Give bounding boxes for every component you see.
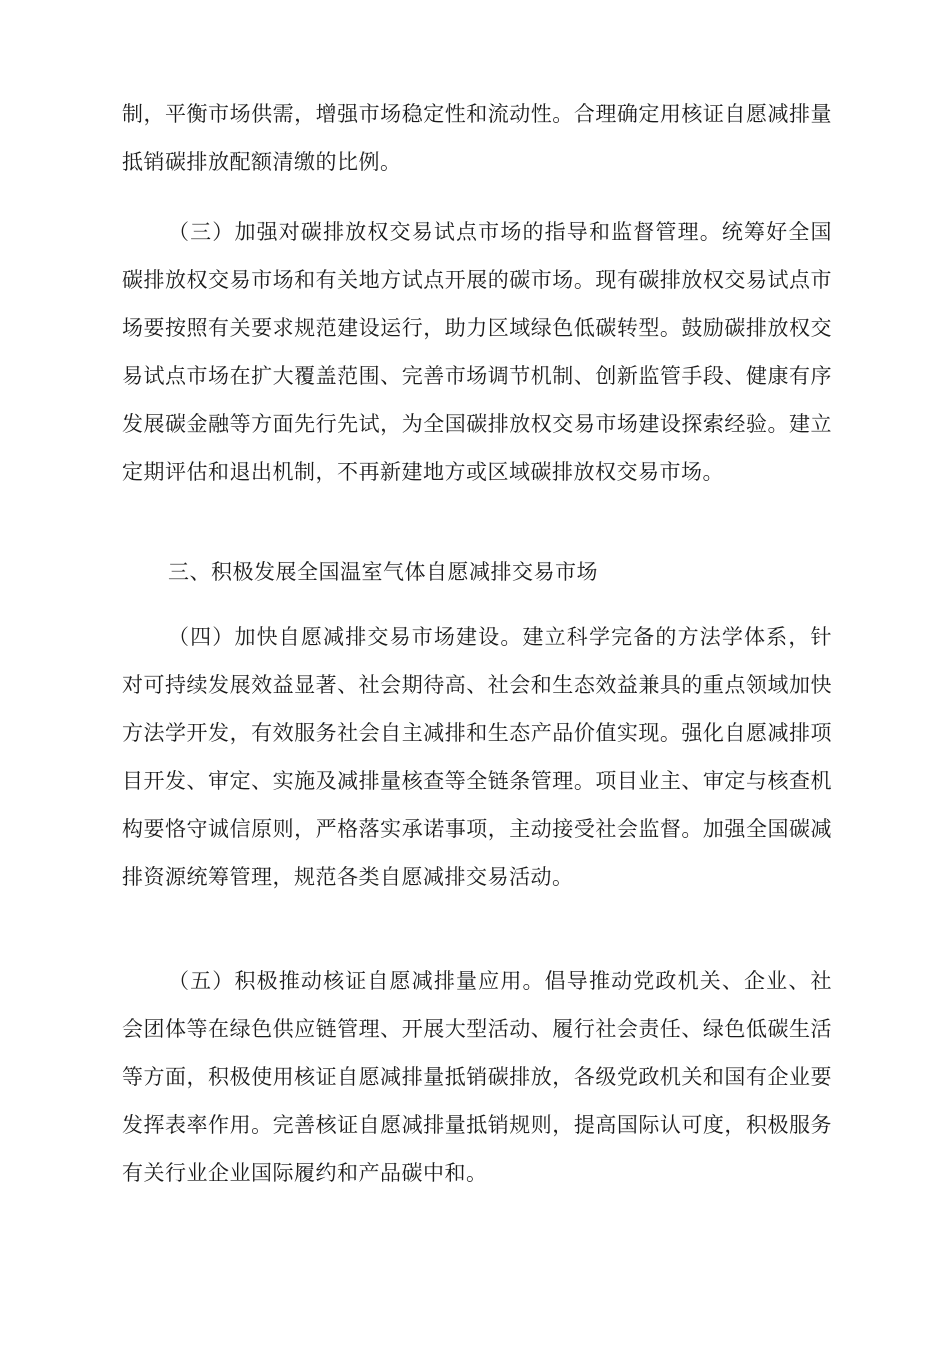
section-heading: 三、积极发展全国温室气体自愿减排交易市场 xyxy=(168,560,598,584)
paragraph-item-5: （五）积极推动核证自愿减排量应用。倡导推动党政机关、企业、社会团体等在绿色供应链管理、开展大型活动、履行社会责任、绿色低碳生活等方面，积极使用核证自愿减排量抵销碳排放，各级党政机关和国有企业要发挥表率作用。完善核证自愿减排量抵销规则，提高国际认可度，积极服务有关行业企业国际履约和产品碳中和。 xyxy=(122,969,832,1185)
paragraph-continuation: 制，平衡市场供需，增强市场稳定性和流动性。合理确定用核证自愿减排量抵销碳排放配额清缴的比例。 xyxy=(122,102,832,174)
paragraph-item-3: （三）加强对碳排放权交易试点市场的指导和监督管理。统筹好全国碳排放权交易市场和有关地方试点开展的碳市场。现有碳排放权交易试点市场要按照有关要求规范建设运行，助力区域绿色低碳转型。鼓励碳排放权交易试点市场在扩大覆盖范围、完善市场调节机制、创新监管手段、健康有序发展碳金融等方面先行先试，为全国碳排放权交易市场建设探索经验。建立定期评估和退出机制，不再新建地方或区域碳排放权交易市场。 xyxy=(122,220,832,484)
paragraph-item-4: （四）加快自愿减排交易市场建设。建立科学完备的方法学体系，针对可持续发展效益显著、社会期待高、社会和生态效益兼具的重点领域加快方法学开发，有效服务社会自主减排和生态产品价值实现。强化自愿减排项目开发、审定、实施及减排量核查等全链条管理。项目业主、审定与核查机构要恪守诚信原则，严格落实承诺事项，主动接受社会监督。加强全国碳减排资源统筹管理，规范各类自愿减排交易活动。 xyxy=(122,625,832,889)
